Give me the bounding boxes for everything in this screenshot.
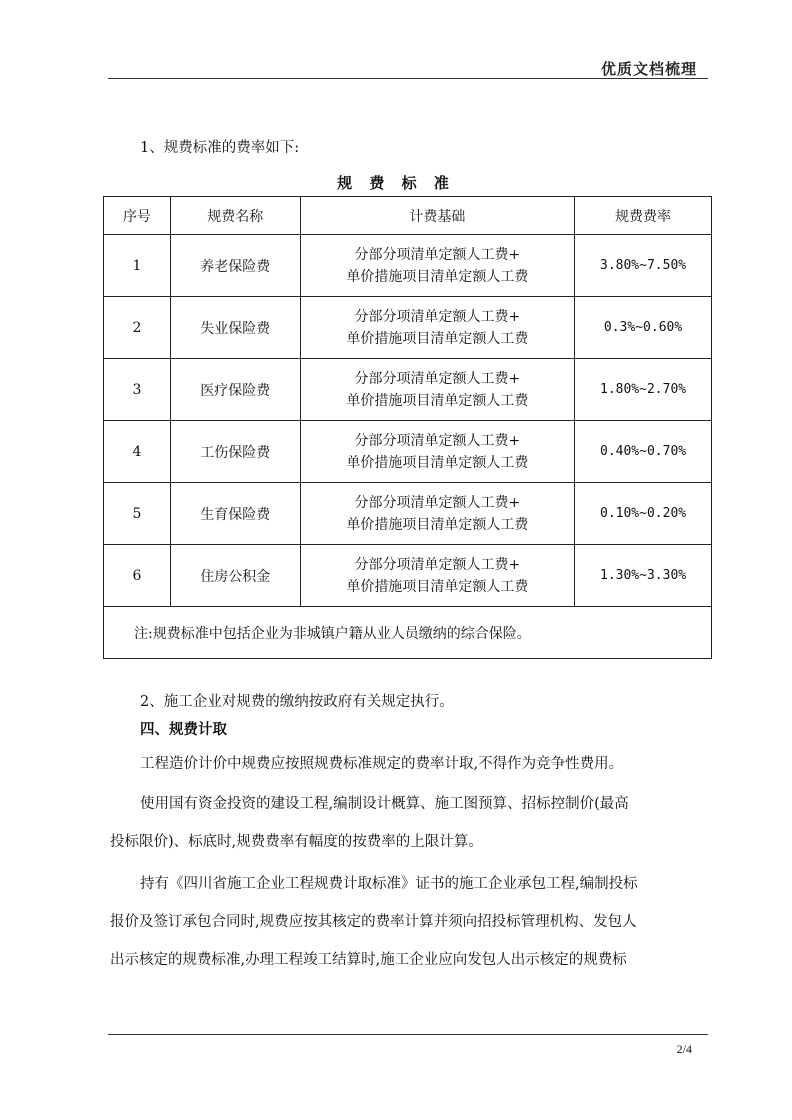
table-row	[104, 359, 712, 421]
basis-line-1: 分部分项清单定额人工费+	[354, 308, 521, 325]
cell-no: 2	[104, 297, 171, 359]
cell-name: 医疗保险费	[170, 359, 300, 421]
intro-text: 1、规费标准的费率如下:	[140, 140, 300, 156]
table-row	[104, 421, 712, 483]
table-row	[104, 545, 712, 607]
table-note: 注:规费标准中包括企业为非城镇户籍从业人员缴纳的综合保险。	[104, 607, 712, 659]
cell-basis	[300, 421, 574, 483]
cell-basis	[300, 359, 574, 421]
table-row	[104, 235, 712, 297]
header-cell-no: 序号	[104, 197, 171, 235]
paragraph-3: 工程造价计价中规费应按照规费标准规定的费率计取,不得作为竞争性费用。	[140, 756, 624, 772]
basis-line-1: 分部分项清单定额人工费+	[354, 494, 521, 511]
basis-line-2: 单价措施项目清单定额人工费	[346, 578, 529, 595]
footer-divider	[108, 1034, 708, 1035]
basis-line-2: 单价措施项目清单定额人工费	[346, 516, 529, 533]
basis-line-2: 单价措施项目清单定额人工费	[346, 330, 529, 347]
cell-name: 工伤保险费	[170, 421, 300, 483]
basis-line-1: 分部分项清单定额人工费+	[354, 246, 521, 263]
cell-rate: 0.40%~0.70%	[575, 421, 712, 483]
basis-line-1: 分部分项清单定额人工费+	[354, 556, 521, 573]
header-cell-name: 规费名称	[170, 197, 300, 235]
cell-rate: 3.80%~7.50%	[575, 235, 712, 297]
cell-basis	[300, 297, 574, 359]
cell-name: 住房公积金	[170, 545, 300, 607]
paragraph-5-line-3: 出示核定的规费标准,办理工程竣工结算时,施工企业应向发包人出示核定的规费标	[110, 952, 627, 968]
fee-standard-table	[103, 196, 712, 659]
cell-name: 失业保险费	[170, 297, 300, 359]
paragraph-4-line-2: 投标限价)、标底时,规费费率有幅度的按费率的上限计算。	[110, 834, 483, 850]
cell-basis	[300, 235, 574, 297]
cell-no: 4	[104, 421, 171, 483]
basis-line-2: 单价措施项目清单定额人工费	[346, 268, 529, 285]
page-header-title: 优质文档梳理	[600, 60, 697, 78]
basis-line-1: 分部分项清单定额人工费+	[354, 432, 521, 449]
basis-line-2: 单价措施项目清单定额人工费	[346, 454, 529, 471]
header-cell-rate: 规费费率	[575, 197, 712, 235]
page-number: 2/4	[676, 1042, 692, 1056]
cell-basis	[300, 545, 574, 607]
basis-line-2: 单价措施项目清单定额人工费	[346, 392, 529, 409]
cell-name: 养老保险费	[170, 235, 300, 297]
table-note-row	[104, 607, 712, 659]
table-caption: 规 费 标 准	[337, 174, 455, 192]
cell-rate: 1.30%~3.30%	[575, 545, 712, 607]
header-divider	[108, 78, 708, 79]
cell-rate: 0.3%~0.60%	[575, 297, 712, 359]
section-heading-4: 四、规费计取	[140, 722, 227, 738]
header-cell-basis: 计费基础	[300, 197, 574, 235]
paragraph-5-line-2: 报价及签订承包合同时,规费应按其核定的费率计算并须向招投标管理机构、发包人	[110, 914, 637, 930]
cell-basis	[300, 483, 574, 545]
cell-no: 1	[104, 235, 171, 297]
paragraph-5-line-1: 持有《四川省施工企业工程规费计取标准》证书的施工企业承包工程,编制投标	[140, 876, 638, 892]
table-row	[104, 297, 712, 359]
table-header-row	[104, 197, 712, 235]
cell-name: 生育保险费	[170, 483, 300, 545]
cell-rate: 1.80%~2.70%	[575, 359, 712, 421]
cell-no: 5	[104, 483, 171, 545]
table-row	[104, 483, 712, 545]
cell-no: 3	[104, 359, 171, 421]
basis-line-1: 分部分项清单定额人工费+	[354, 370, 521, 387]
paragraph-4-line-1: 使用国有资金投资的建设工程,编制设计概算、施工图预算、招标控制价(最高	[140, 796, 629, 812]
paragraph-2: 2、施工企业对规费的缴纳按政府有关规定执行。	[140, 694, 454, 710]
cell-rate: 0.10%~0.20%	[575, 483, 712, 545]
cell-no: 6	[104, 545, 171, 607]
